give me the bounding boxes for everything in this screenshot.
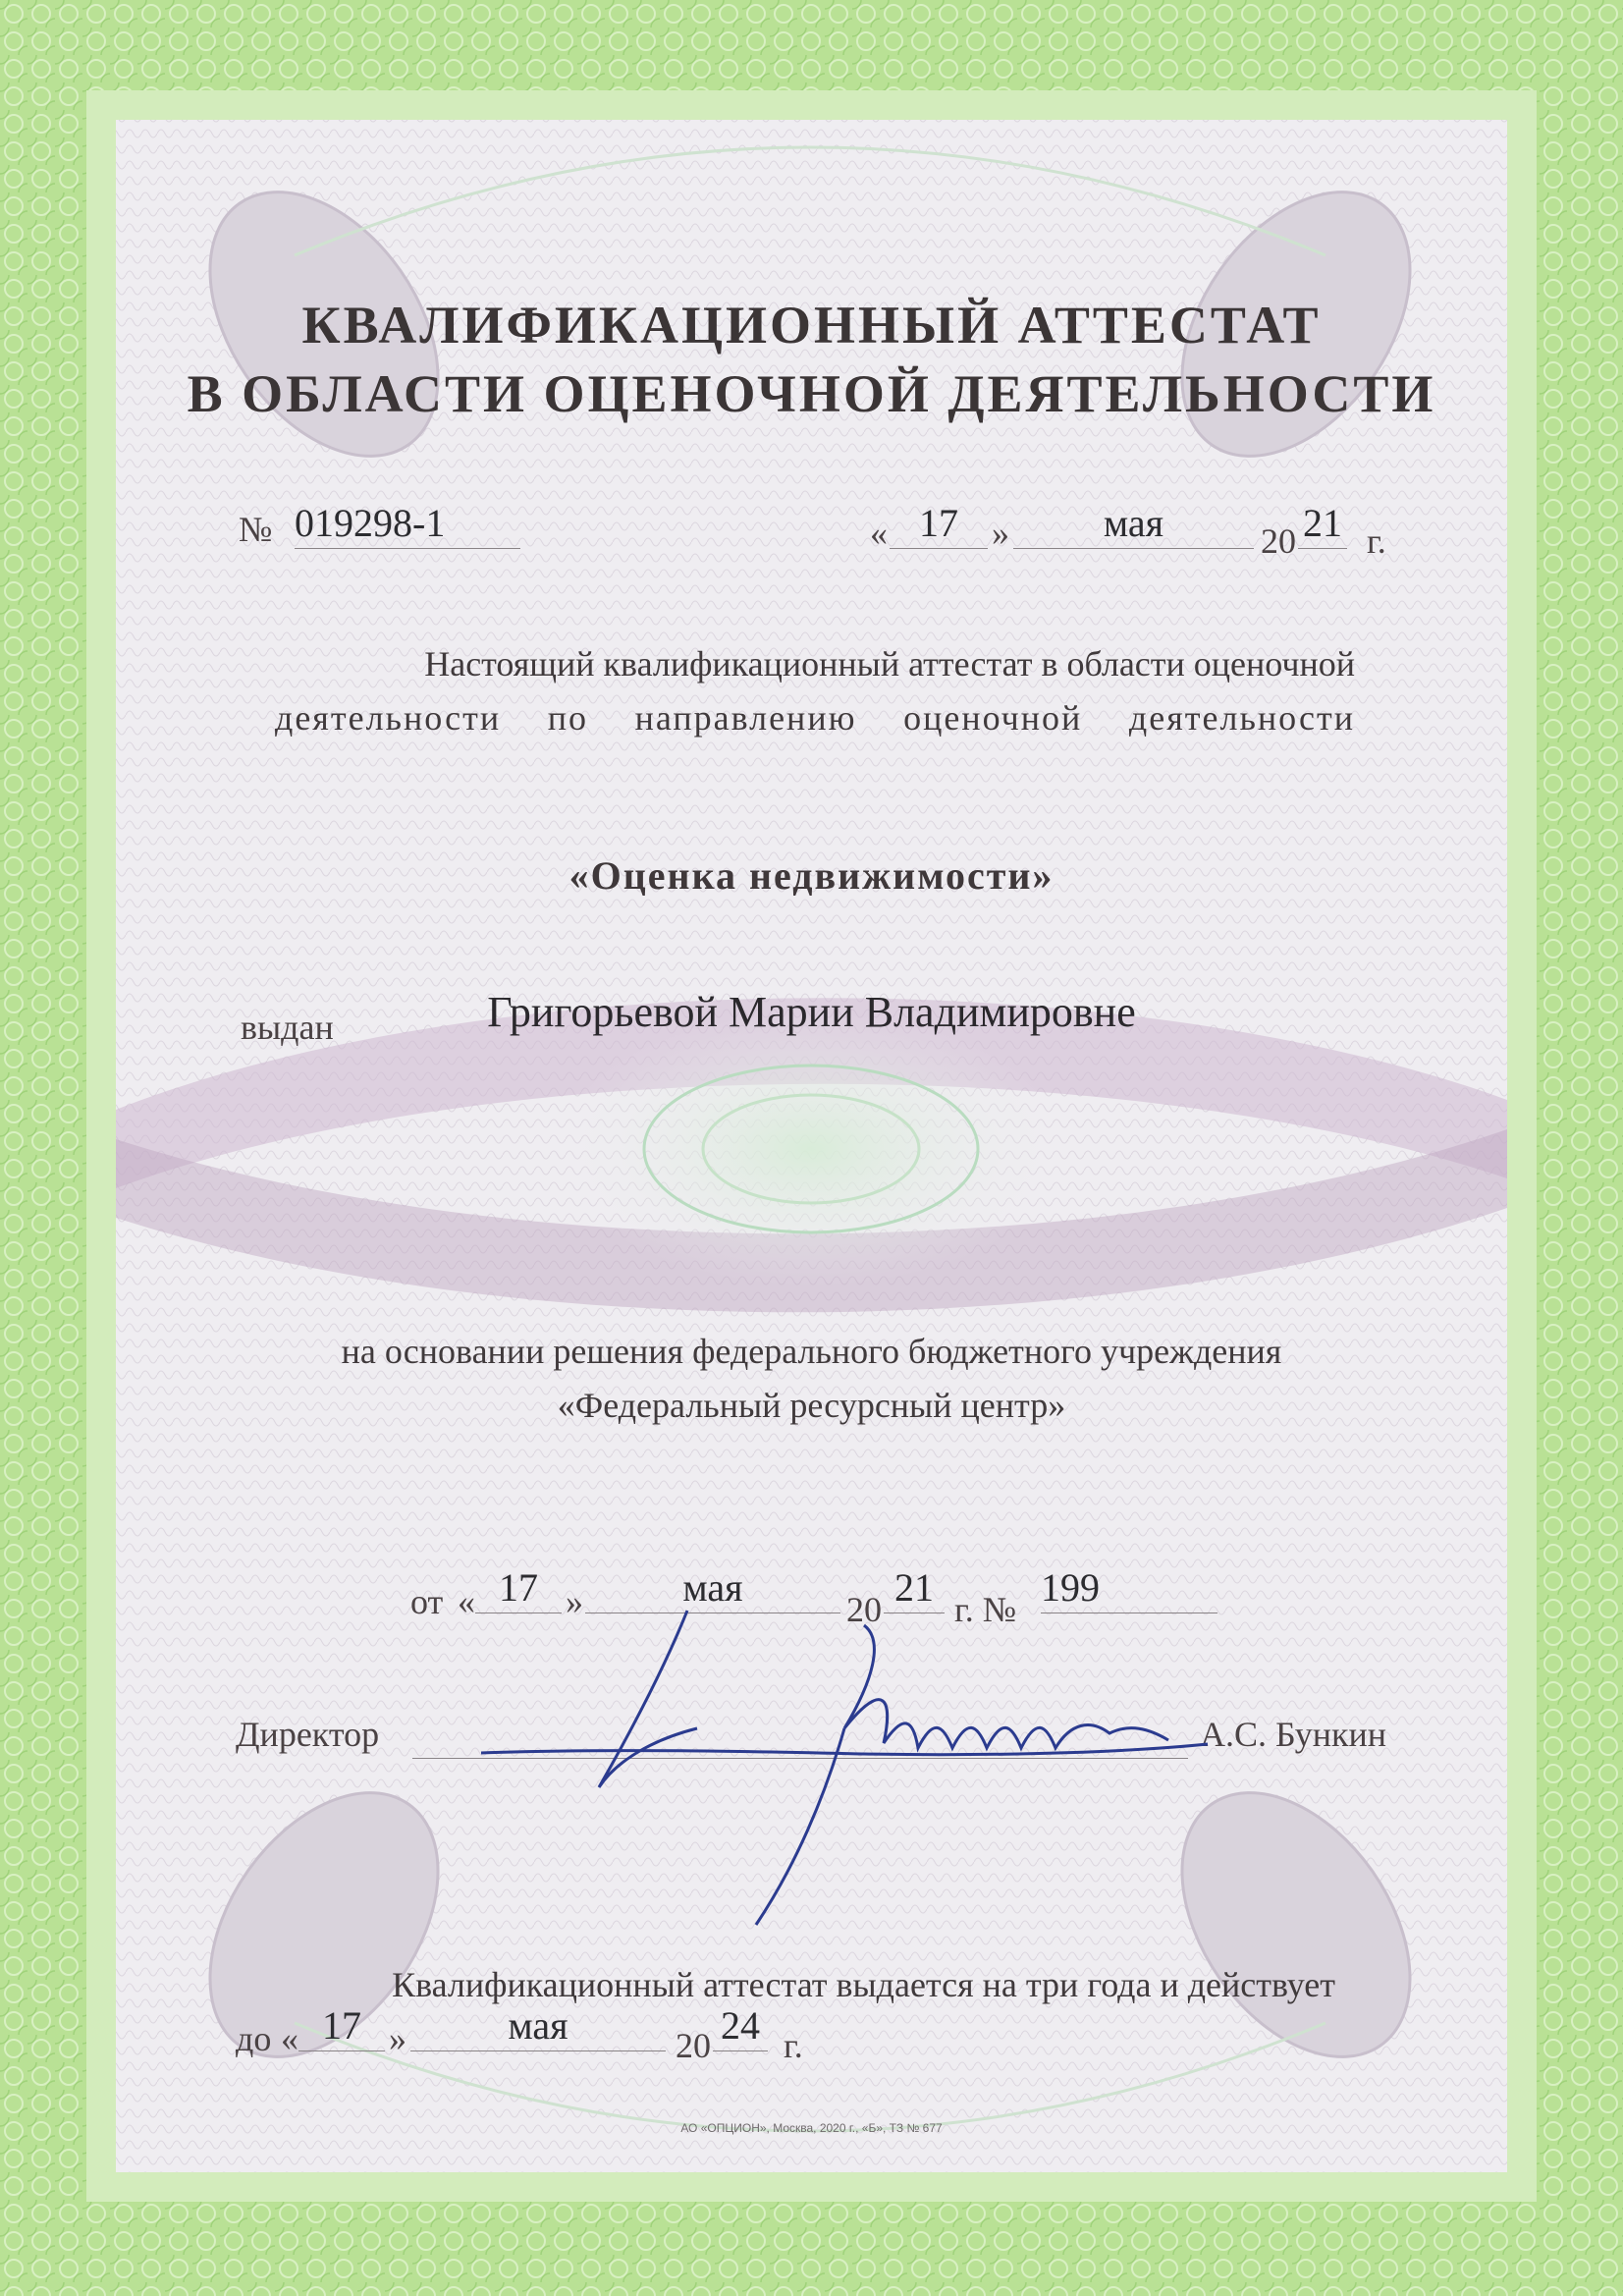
- issue-date-year-mark: г.: [1367, 521, 1386, 561]
- decision-number: 199: [1041, 1563, 1217, 1613]
- valid-until-day: 17: [298, 2001, 385, 2051]
- decision-quote-close: »: [566, 1582, 583, 1621]
- valid-until-label: до: [236, 2019, 272, 2058]
- director-signature: [422, 1571, 1306, 1944]
- decision-from-label: от: [410, 1582, 444, 1621]
- decision-year-suffix: 21: [884, 1563, 945, 1613]
- issue-date-year-prefix: 20: [1261, 521, 1296, 561]
- issue-date-quote-open: «: [870, 514, 888, 553]
- recipient-name: Григорьевой Марии Владимировне: [487, 988, 1136, 1036]
- valid-until-year-prefix: 20: [676, 2026, 711, 2065]
- title-line-1: КВАЛИФИКАЦИОННЫЙ АТТЕСТАТ: [301, 296, 1322, 355]
- issue-date-day: 17: [890, 499, 988, 549]
- direction-title: «Оценка недвижимости»: [568, 853, 1055, 898]
- decision-month: мая: [585, 1563, 840, 1613]
- director-label: Директор: [236, 1715, 380, 1754]
- valid-until-year-suffix: 24: [713, 2001, 768, 2051]
- decision-quote-open: «: [458, 1582, 475, 1621]
- title-line-2: В ОБЛАСТИ ОЦЕНОЧНОЙ ДЕЯТЕЛЬНОСТИ: [187, 364, 1436, 423]
- issue-date-quote-close: »: [992, 514, 1009, 553]
- issued-to-label: выдан: [241, 1008, 334, 1047]
- valid-until-year-mark: г.: [784, 2026, 803, 2065]
- valid-until-quote-open: «: [281, 2019, 298, 2058]
- issue-date-month: мая: [1013, 499, 1254, 549]
- decision-day: 17: [475, 1563, 562, 1613]
- intro-line-1: Настоящий квалификационный аттестат в области оценочной: [424, 644, 1355, 683]
- decision-year-number-label: г. №: [954, 1590, 1017, 1629]
- validity-line: Квалификационный аттестат выдается на три года и действует: [392, 1965, 1335, 2004]
- valid-until-month: мая: [410, 2001, 666, 2051]
- director-name: А.С. Бункин: [1200, 1715, 1387, 1754]
- decision-year-prefix: 20: [846, 1590, 882, 1629]
- basis-line-1: на основании решения федерального бюджетного учреждения: [341, 1332, 1282, 1371]
- printer-imprint: АО «ОПЦИОН», Москва, 2020 г., «Б», ТЗ № 677: [680, 2121, 943, 2135]
- issue-date-year-suffix: 21: [1298, 499, 1347, 549]
- intro-line-2: деятельности по направлению оценочной деятельности: [275, 698, 1355, 738]
- number-label: №: [239, 510, 273, 549]
- basis-line-2: «Федеральный ресурсный центр»: [557, 1386, 1066, 1425]
- certificate-number: 019298-1: [295, 499, 520, 549]
- valid-until-quote-close: »: [389, 2019, 406, 2058]
